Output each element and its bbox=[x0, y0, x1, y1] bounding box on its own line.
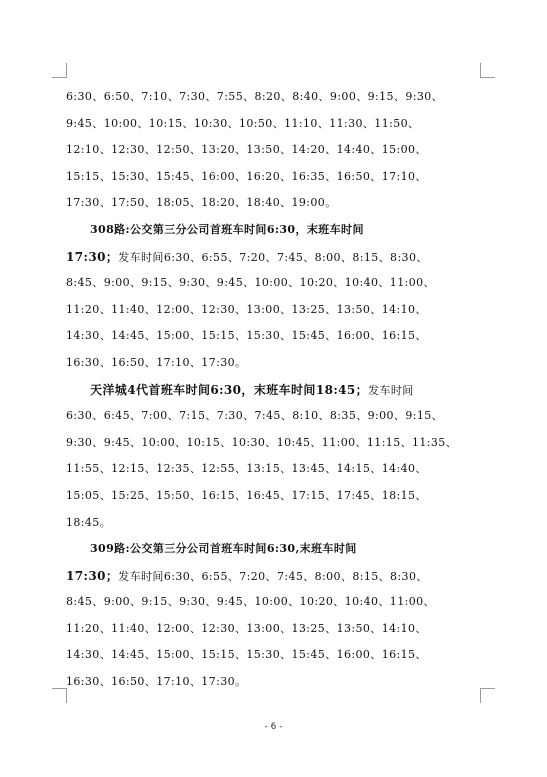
schedule-line: 16:30、16:50、17:10、17:30。 bbox=[66, 675, 247, 689]
crop-mark-top-left bbox=[52, 63, 67, 78]
schedule-line: 15:15、15:30、15:45、16:00、16:20、16:35、16:50、17:10、 bbox=[66, 169, 427, 183]
schedule-line: 16:30、16:50、17:10、17:30。 bbox=[66, 355, 247, 369]
schedule-body bbox=[66, 84, 482, 696]
tianyangcheng-heading: 天洋城4代首班车时间6:30，末班车时间18:45；发车时间 bbox=[90, 382, 414, 397]
schedule-line: 6:30、6:45、7:00、7:15、7:30、7:45、8:10、8:35、9:00、9:15、 bbox=[66, 409, 444, 423]
crop-mark-bottom-left bbox=[52, 688, 67, 703]
schedule-line: 14:30、14:45、15:00、15:15、15:30、15:45、16:00、16:15、 bbox=[66, 648, 427, 662]
schedule-line: 11:55、12:15、12:35、12:55、13:15、13:45、14:15、14:40、 bbox=[66, 462, 427, 476]
crop-mark-top-right bbox=[480, 63, 495, 78]
schedule-line: 18:45。 bbox=[66, 515, 112, 529]
heading-bold-part: 天洋城4代首班车时间6:30，末班车时间18:45； bbox=[90, 382, 369, 397]
schedule-line: 14:30、14:45、15:00、15:15、15:30、15:45、16:00、16:15、 bbox=[66, 329, 427, 343]
schedule-line: 12:10、12:30、12:50、13:20、13:50、14:20、14:40、15:00、 bbox=[66, 143, 427, 157]
schedule-line: 11:20、11:40、12:00、12:30、13:00、13:25、13:50、14:10、 bbox=[66, 302, 427, 316]
schedule-line: 11:20、11:40、12:00、12:30、13:00、13:25、13:50、14:10、 bbox=[66, 621, 427, 635]
schedule-line: 8:45、9:00、9:15、9:30、9:45、10:00、10:20、10:40、11:00、 bbox=[66, 276, 435, 290]
schedule-line: 9:30、9:45、10:00、10:15、10:30、10:45、11:00、11:15、11:35、 bbox=[66, 435, 458, 449]
schedule-line: 15:05、15:25、15:50、16:15、16:45、17:15、17:45、18:15、 bbox=[66, 488, 427, 502]
schedule-line: 9:45、10:00、10:15、10:30、10:50、11:10、11:30、11:50、 bbox=[66, 116, 420, 130]
page-number: - 6 - bbox=[264, 722, 283, 732]
schedule-line: 17:30；发车时间6:30、6:55、7:20、7:45、8:00、8:15、8:30、 bbox=[66, 568, 428, 583]
route-309-heading: 309路:公交第三分公司首班车时间6:30,末班车时间 bbox=[90, 542, 357, 556]
crop-mark-bottom-right bbox=[480, 688, 495, 703]
schedule-line: 17:30、17:50、18:05、18:20、18:40、19:00。 bbox=[66, 196, 337, 210]
schedule-line: 6:30、6:50、7:10、7:30、7:55、8:20、8:40、9:00、9:15、9:30、 bbox=[66, 90, 444, 103]
route-308-heading: 308路:公交第三分公司首班车时间6:30，末班车时间 bbox=[90, 222, 364, 236]
schedule-line: 8:45、9:00、9:15、9:30、9:45、10:00、10:20、10:40、11:00、 bbox=[66, 595, 435, 609]
heading-continuation: 17:30； bbox=[66, 249, 119, 264]
heading-continuation: 17:30； bbox=[66, 568, 119, 583]
schedule-line: 17:30；发车时间6:30、6:55、7:20、7:45、8:00、8:15、8:30、 bbox=[66, 249, 428, 264]
